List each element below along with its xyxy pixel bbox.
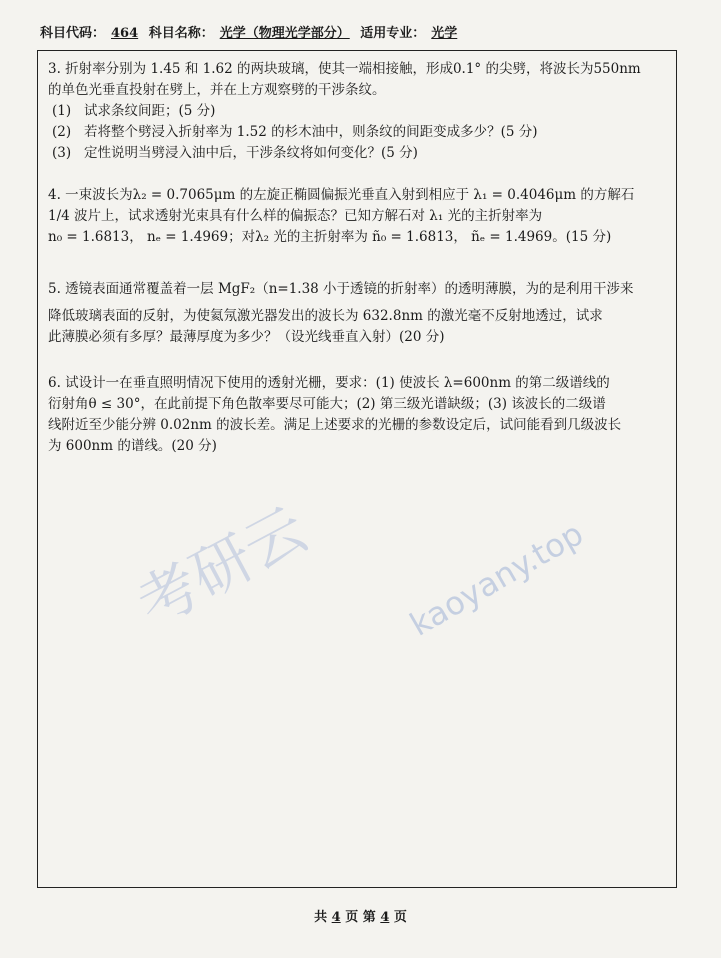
name-label: 科目名称： <box>148 26 214 41</box>
question-line: 5. 透镜表面通常覆盖着一层 MgF₂（n=1.38 小于透镜的折射率）的透明薄膜，为的是利用干涉来 <box>48 281 634 297</box>
question-line: 为 600nm 的谱线。(20 分) <box>48 438 217 454</box>
name-value: 光学（物理光学部分） <box>219 26 350 41</box>
question-line: 衍射角θ ≤ 30°，在此前提下角色散率要尽可能大；(2) 第三级光谱缺级；(3) 该波长的二级谱 <box>48 396 606 412</box>
question-line: 6. 试设计一在垂直照明情况下使用的透射光栅，要求：(1) 使波长 λ=600nm 的第二级谱线的 <box>48 375 610 391</box>
question-line: n₀ = 1.6813， nₑ = 1.4969；对λ₂ 光的主折射率为 ñ₀ = 1.6813， ñₑ = 1.4969。(15 分) <box>48 229 612 245</box>
question-line: 4. 一束波长为λ₂ = 0.7065μm 的左旋正椭圆偏振光垂直入射到相应于 λ₁ = 0.4046μm 的方解石 <box>48 187 635 203</box>
subquestion: (1) 试求条纹间距；(5 分) <box>52 103 216 119</box>
watermark-url: kaoyany.top <box>403 514 590 644</box>
question-frame <box>37 50 677 888</box>
footer-total-label: 共 <box>314 910 328 925</box>
question-line: 此薄膜必须有多厚？最薄厚度为多少？（设光线垂直入射）(20 分) <box>48 329 445 345</box>
question-line: 线附近至少能分辨 0.02nm 的波长差。满足上述要求的光栅的参数设定后，试问能看到几级波长 <box>48 417 622 433</box>
subquestion: (2) 若将整个劈浸入折射率为 1.52 的杉木油中，则条纹的间距变成多少？(5 分) <box>52 124 538 140</box>
question-line: 3. 折射率分别为 1.45 和 1.62 的两块玻璃，使其一端相接触，形成0.1° 的尖劈，将波长为550nm <box>48 61 641 77</box>
footer-current-label: 第 <box>362 910 376 925</box>
code-value: 464 <box>111 26 139 41</box>
footer-total-value: 4 <box>331 910 341 925</box>
page-footer <box>0 906 721 925</box>
question-5 <box>48 279 663 348</box>
question-line: 的单色光垂直投射在劈上，并在上方观察劈的干涉条纹。 <box>48 82 386 98</box>
question-line: 降低玻璃表面的反射，为使氦氖激光器发出的波长为 632.8nm 的激光毫不反射地透过，试求 <box>48 308 603 324</box>
question-4 <box>48 185 663 248</box>
subquestion: (3) 定性说明当劈浸入油中后，干涉条纹将如何变化？(5 分) <box>52 145 418 161</box>
question-line: 1/4 波片上，试求透射光束具有什么样的偏振态？已知方解石对 λ₁ 光的主折射率为 <box>48 208 543 224</box>
code-label: 科目代码： <box>40 26 106 41</box>
footer-unit: 页 <box>393 910 407 925</box>
watermark-logo: 考研云 <box>126 494 319 641</box>
exam-header <box>40 22 680 41</box>
question-3 <box>48 59 663 164</box>
footer-unit: 页 <box>345 910 359 925</box>
major-value: 光学 <box>431 26 458 41</box>
footer-current-value: 4 <box>380 910 390 925</box>
question-6 <box>48 373 663 457</box>
major-label: 适用专业： <box>360 26 426 41</box>
